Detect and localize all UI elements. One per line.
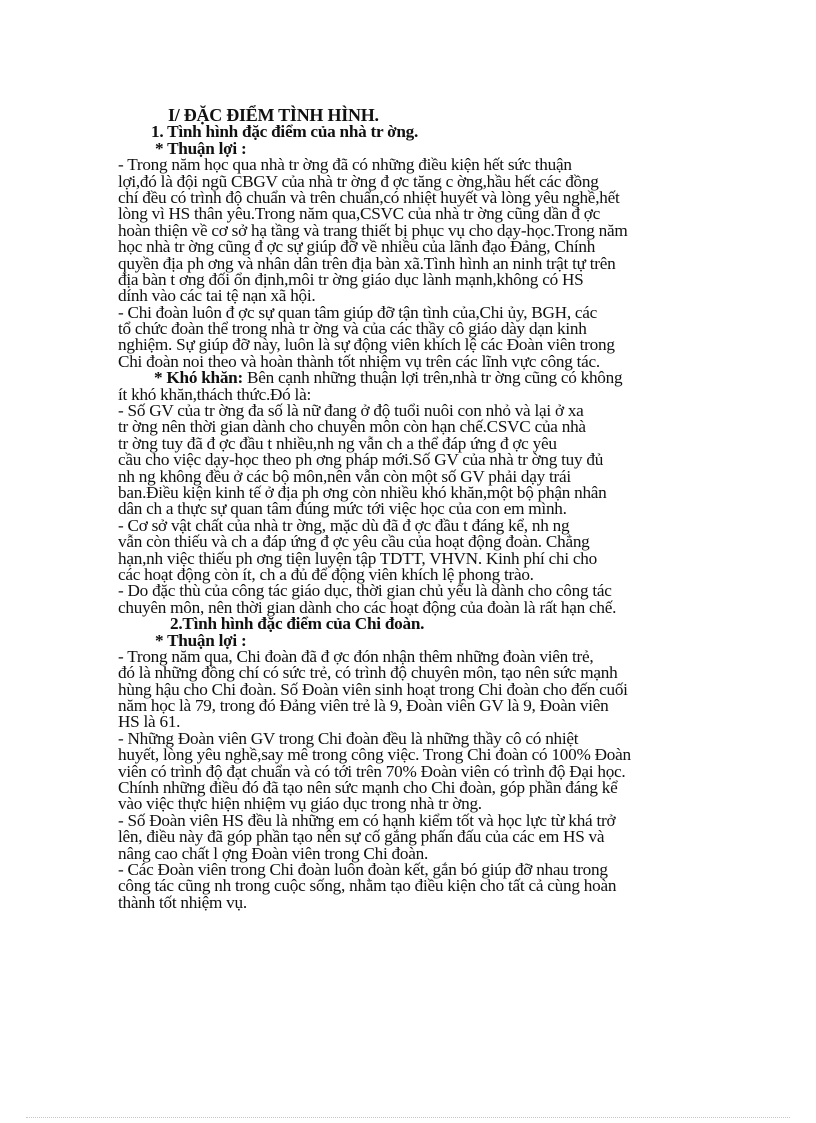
text-line: hạn,nh việc thiếu ph ơng tiện luyện tập TDTT, VHVN. Kinh phí chi cho (118, 548, 597, 568)
section-2-advantages-paragraph (118, 646, 698, 912)
text-line: quyền địa ph ơng và nhân dân trên địa bàn xã.Tình hình an ninh trật tự trên (118, 253, 616, 273)
text-line: viên có trình độ đạt chuẩn và có tới trên 70% Đoàn viên có trình độ Đại học. (118, 761, 626, 781)
page-bottom-border (26, 1117, 790, 1118)
document-page (118, 100, 698, 911)
text-line: lòng vì HS thân yêu.Trong năm qua,CSVC của nhà tr ờng cũng dần đ ợc (118, 204, 600, 224)
text-line: - Các Đoàn viên trong Chi đoàn luôn đoàn kết, gắn bó giúp đỡ nhau trong (118, 859, 608, 879)
section-1-advantages-paragraph-1 (118, 157, 698, 305)
text-line: dính vào các tai tệ nạn xã hội. (118, 286, 316, 306)
text-line: vẫn còn thiếu và ch a đáp ứng đ ợc yêu cầu của hoạt động đoàn. Chẳng (118, 532, 590, 552)
text-line: Chi đoàn noi theo và hoàn thành tốt nhiệm vụ trên các lĩnh vực công tác. (118, 351, 600, 371)
text-span: Bên cạnh những thuận lợi trên,nhà tr ờng cũng có không (242, 368, 623, 388)
text-line: cầu cho việc dạy-học theo ph ơng pháp mới.Số GV của nhà tr ờng tuy đủ (118, 450, 604, 470)
section-2-advantages-label: * Thuận lợi : (155, 630, 247, 650)
text-line: nâng cao chất l ợng Đoàn viên trong Chi đoàn. (118, 843, 429, 863)
text-line: năm học là 79, trong đó Đảng viên trẻ là 9, Đoàn viên GV là 9, Đoàn viên (118, 696, 609, 716)
text-line: các hoạt động còn ít, ch a đủ để động viên khích lệ phong trào. (118, 564, 534, 584)
text-line: - Cơ sở vật chất của nhà tr ờng, mặc dù đã đ ợc đầu t đáng kể, nh ng (118, 515, 570, 535)
text-line: Chính những điều đó đã tạo nên sức mạnh cho Chi đoàn, góp phần đáng kể (118, 778, 618, 798)
text-line: chí đều có trình độ chuẩn và trên chuẩn,có nhiệt huyết và lòng yêu nghề,hết (118, 187, 620, 207)
text-line: hoàn thiện về cơ sở hạ tầng và trang thiết bị phục vụ cho dạy-học.Trong năm (118, 220, 628, 240)
text-line: - Do đặc thù của công tác giáo dục, thời gian chủ yếu là dành cho công tác (118, 581, 612, 601)
text-line: học nhà tr ờng cũng đ ợc sự giúp đỡ về nhiều của lãnh đạo Đảng, Chính (118, 237, 596, 257)
section-2-title: 2.Tình hình đặc điểm của Chi đoàn. (170, 614, 425, 634)
text-line: tr ờng tuy đã đ ợc đầu t nhiều,nh ng vẫn ch a thể đáp ứng đ ợc yêu (118, 433, 557, 453)
text-line: chuyên môn, nên thời gian dành cho các hoạt động của đoàn là rất hạn chế. (118, 597, 617, 617)
section-1-difficulties-paragraph (118, 384, 698, 617)
text-line: - Số Đoàn viên HS đều là những em có hạnh kiểm tốt và học lực từ khá trở (118, 810, 616, 830)
text-line: ít khó khăn,thách thức.Đó là: (118, 384, 311, 404)
text-line: lợi,đó là đội ngũ CBGV của nhà tr ờng đ ợc tăng c ờng,hầu hết các đồng (118, 171, 599, 191)
text-line: ban.Điều kiện kinh tế ở địa ph ơng còn nhiều khó khăn,một bộ phận nhân (118, 482, 607, 502)
text-line: thành tốt nhiệm vụ. (118, 892, 247, 912)
text-line: lên, điều này đã góp phần tạo nên sự cố gắng phấn đấu của các em HS và (118, 827, 605, 847)
section-1-advantages-paragraph-2 (118, 302, 698, 371)
section-1-difficulties-label: * Khó khăn: (154, 368, 243, 388)
text-line: tr ờng nên thời gian dành cho chuyên môn còn hạn chế.CSVC của nhà (118, 417, 586, 437)
text-line: hùng hậu cho Chi đoàn. Số Đoàn viên sinh hoạt trong Chi đoàn cho đến cuối (118, 679, 628, 699)
text-line: tổ chức đoàn thể trong nhà tr ờng và của các thầy cô giáo dày dạn kinh (118, 319, 587, 339)
text-line: - Những Đoàn viên GV trong Chi đoàn đều là những thầy cô có nhiệt (118, 728, 579, 748)
text-line: công tác cũng nh trong cuộc sống, nhằm tạo điều kiện cho tất cả cùng hoàn (118, 876, 617, 896)
text-line: - Trong năm qua, Chi đoàn đã đ ợc đón nhận thêm những đoàn viên trẻ, (118, 646, 594, 666)
text-line: huyết, lòng yêu nghề,say mê trong công việc. Trong Chi đoàn có 100% Đoàn (118, 745, 631, 765)
text-line: địa bàn t ơng đối ổn định,môi tr ờng giáo dục lành mạnh,không có HS (118, 269, 584, 289)
section-1-title: 1. Tình hình đặc điểm của nhà tr ờng. (151, 122, 419, 142)
section-1-advantages-label: * Thuận lợi : (155, 138, 247, 158)
text-line: đó là những đồng chí có sức trẻ, có trình độ chuyên môn, tạo nên sức mạnh (118, 663, 618, 683)
page-heading: I/ ĐẶC ĐIỂM TÌNH HÌNH. (168, 105, 379, 125)
text-line: nghiệm. Sự giúp đỡ này, luôn là sự động viên khích lệ các Đoàn viên trong (118, 335, 615, 355)
text-line: - Trong năm học qua nhà tr ờng đã có những điều kiện hết sức thuận (118, 155, 572, 175)
text-line: dân ch a thực sự quan tâm đúng mức tới việc học của con em mình. (118, 499, 567, 519)
text-line: - Chi đoàn luôn đ ợc sự quan tâm giúp đỡ tận tình của,Chi ủy, BGH, các (118, 302, 598, 322)
text-line: - Số GV của tr ờng đa số là nữ đang ở độ tuổi nuôi con nhỏ và lại ở xa (118, 401, 584, 421)
text-line: nh ng không đều ở các bộ môn,nên vẫn còn một số GV phải dạy trái (118, 466, 571, 486)
text-line: HS là 61. (118, 712, 181, 732)
text-line: vào việc thực hiện nhiệm vụ giáo dục trong nhà tr ờng. (118, 794, 482, 814)
